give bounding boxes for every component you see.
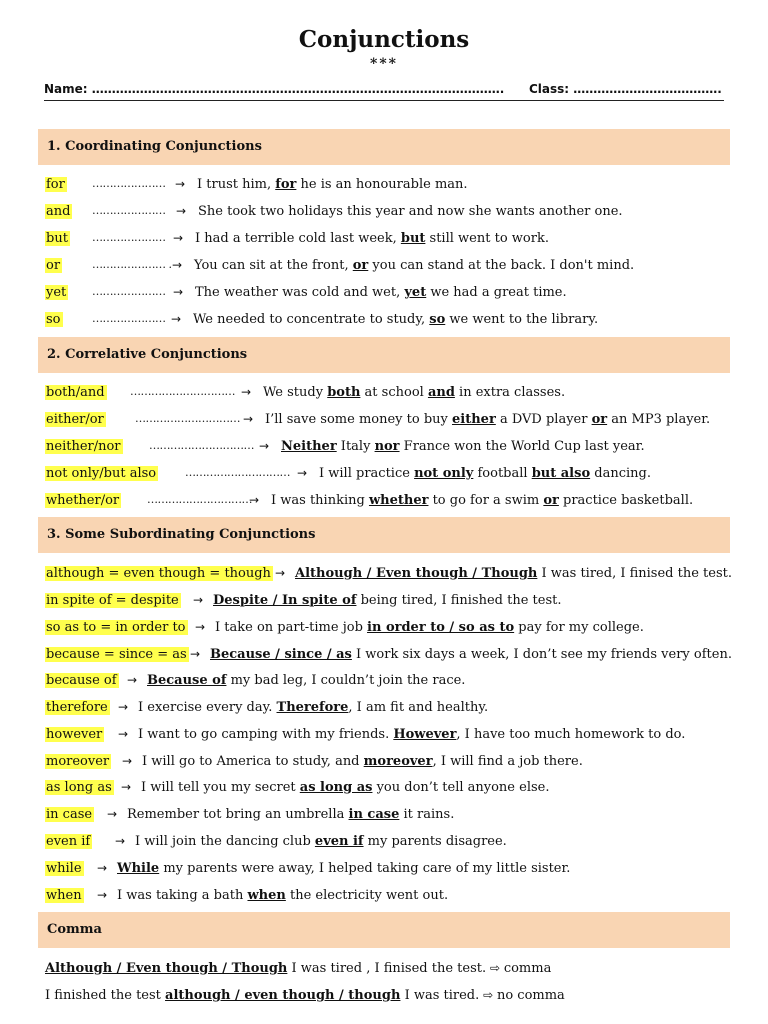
sentence-text: I trust him, xyxy=(197,177,276,192)
example-sentence xyxy=(138,727,685,742)
example-sentence xyxy=(117,861,570,876)
arrow-icon: → xyxy=(249,493,260,507)
sentence-text: my parents disagree. xyxy=(363,834,507,849)
sentence-text: I work six days a week, I don’t see my friends very often. xyxy=(351,647,732,662)
arrow-icon: ⇨ xyxy=(486,961,504,975)
conjunction-term: in case xyxy=(46,807,93,822)
arrow-icon: → xyxy=(190,647,201,661)
conjunction-highlight: moreover xyxy=(363,754,433,769)
conjunction-highlight: Despite / In spite of xyxy=(213,593,357,608)
sentence-text: pay for my college. xyxy=(514,620,644,635)
example-sentence xyxy=(319,466,651,481)
example-sentence xyxy=(263,385,565,400)
conjunction-term: moreover xyxy=(46,754,110,769)
arrow-icon: → xyxy=(127,673,138,687)
sentence-text: practice basketball. xyxy=(558,493,694,508)
conjunction-term: because = since = as xyxy=(46,647,187,662)
example-sentence xyxy=(295,566,732,581)
example-sentence xyxy=(135,834,507,849)
conjunction-highlight: but also xyxy=(531,466,591,481)
answer-blank[interactable]: ………………… . xyxy=(92,258,172,271)
sentence-text: , I will find a job there. xyxy=(432,754,583,769)
conjunction-highlight: Because of xyxy=(147,673,227,688)
sentence-text: dancing. xyxy=(590,466,651,481)
answer-blank[interactable]: ………………… xyxy=(92,285,166,298)
conjunction-highlight: and xyxy=(427,385,455,400)
conjunction-term: neither/nor xyxy=(46,439,121,454)
conjunction-highlight: although / even though / though xyxy=(165,988,401,1003)
arrow-icon: → xyxy=(176,204,187,218)
conjunction-term: whether/or xyxy=(46,493,120,508)
sentence-text: I will practice xyxy=(319,466,415,481)
conjunction-term: either/or xyxy=(46,412,104,427)
example-sentence xyxy=(141,780,549,795)
conjunction-highlight: but xyxy=(400,231,426,246)
comma-note: comma xyxy=(503,961,552,976)
arrow-icon: → xyxy=(175,177,186,191)
sentence-text: an MP3 player. xyxy=(607,412,711,427)
title-stars: *** xyxy=(370,56,398,72)
sentence-text: , I have too much homework to do. xyxy=(456,727,686,742)
arrow-icon: → xyxy=(173,231,184,245)
sentence-text: it rains. xyxy=(399,807,455,822)
example-sentence xyxy=(195,231,549,246)
conjunction-highlight: Therefore xyxy=(276,700,349,715)
sentence-text: I was taking a bath xyxy=(117,888,248,903)
conjunction-highlight: While xyxy=(117,861,160,876)
sentence-text: I finished the test xyxy=(45,988,166,1003)
arrow-icon: → xyxy=(97,888,108,902)
arrow-icon: → xyxy=(97,861,108,875)
arrow-icon: → xyxy=(259,439,270,453)
conjunction-highlight: However xyxy=(393,727,457,742)
conjunction-highlight: not only xyxy=(414,466,474,481)
sentence-text: being tired, I finished the test. xyxy=(356,593,562,608)
comma-example xyxy=(45,961,551,976)
example-sentence xyxy=(195,285,567,300)
conjunction-highlight: in case xyxy=(348,807,400,822)
answer-blank[interactable]: ………………………… xyxy=(147,493,252,506)
sentence-text: my bad leg, I couldn’t join the race. xyxy=(226,673,466,688)
conjunction-highlight: as long as xyxy=(299,780,373,795)
answer-blank[interactable]: ………………………… xyxy=(135,412,240,425)
conjunction-term: both/and xyxy=(46,385,105,400)
conjunction-highlight: either xyxy=(452,412,496,427)
conjunction-highlight: whether xyxy=(368,493,429,508)
sentence-text: to go for a swim xyxy=(428,493,544,508)
example-sentence xyxy=(215,620,644,635)
arrow-icon: → xyxy=(107,807,118,821)
example-sentence xyxy=(117,888,448,903)
sentence-text: I was thinking xyxy=(271,493,369,508)
arrow-icon: → xyxy=(243,412,254,426)
answer-blank[interactable]: ………………… xyxy=(92,177,166,190)
conjunction-highlight: in order to / so as to xyxy=(367,620,515,635)
name-field[interactable]: Name: …………………………………………………………………………………………. xyxy=(44,82,505,96)
sentence-text: France won the World Cup last year. xyxy=(399,439,645,454)
sentence-text: you don’t tell anyone else. xyxy=(372,780,550,795)
arrow-icon: → xyxy=(122,754,133,768)
conjunction-highlight: nor xyxy=(374,439,400,454)
section-comma xyxy=(38,912,730,948)
sentence-text: We needed to concentrate to study, xyxy=(193,312,430,327)
conjunction-highlight: or xyxy=(591,412,608,427)
example-sentence xyxy=(127,807,454,822)
sentence-text: still went to work. xyxy=(425,231,549,246)
section-heading: 1. Coordinating Conjunctions xyxy=(47,139,262,154)
sentence-text: Italy xyxy=(336,439,375,454)
sentence-text: I will go to America to study, and xyxy=(142,754,364,769)
section-heading: 3. Some Subordinating Conjunctions xyxy=(47,527,316,542)
arrow-icon: → xyxy=(275,566,286,580)
example-sentence xyxy=(138,700,488,715)
conjunction-highlight: Neither xyxy=(281,439,337,454)
sentence-text: we went to the library. xyxy=(445,312,599,327)
example-sentence xyxy=(281,439,645,454)
sentence-text: You can sit at the front, xyxy=(194,258,353,273)
arrow-icon: → xyxy=(118,700,129,714)
section-heading: 2. Correlative Conjunctions xyxy=(47,347,248,362)
conjunction-term: and xyxy=(46,204,71,219)
conjunction-term: while xyxy=(46,861,82,876)
section-subordinating xyxy=(38,517,730,553)
sentence-text: I take on part-time job xyxy=(215,620,368,635)
sentence-text: I was tired, I finised the test. xyxy=(537,566,732,581)
arrow-icon: → xyxy=(173,285,184,299)
sentence-text: The weather was cold and wet, xyxy=(195,285,405,300)
sentence-text: I want to go camping with my friends. xyxy=(138,727,394,742)
conjunction-term: although = even though = though xyxy=(46,566,271,581)
conjunction-term: because of xyxy=(46,673,117,688)
conjunction-term: in spite of = despite xyxy=(46,593,179,608)
page-title: Conjunctions xyxy=(298,26,470,53)
sentence-text: he is an honourable man. xyxy=(296,177,468,192)
sentence-text: I will tell you my secret xyxy=(141,780,300,795)
class-field[interactable]: Class: ………………………………. xyxy=(529,82,722,96)
conjunction-term: therefore xyxy=(46,700,108,715)
sentence-text: , I am fit and healthy. xyxy=(348,700,489,715)
conjunction-term: not only/but also xyxy=(46,466,157,481)
sentence-text: I will join the dancing club xyxy=(135,834,315,849)
conjunction-term: yet xyxy=(46,285,67,300)
conjunction-highlight: so xyxy=(429,312,446,327)
sentence-text: I was tired. xyxy=(400,988,480,1003)
example-sentence xyxy=(271,493,693,508)
sentence-text: She took two holidays this year and now she wants another one. xyxy=(198,204,623,219)
conjunction-term: so as to = in order to xyxy=(46,620,186,635)
arrow-icon: → xyxy=(172,258,183,272)
arrow-icon: → xyxy=(241,385,252,399)
sentence-text: my parents were away, I helped taking care of my little sister. xyxy=(159,861,571,876)
conjunction-term: when xyxy=(46,888,82,903)
arrow-icon: → xyxy=(171,312,182,326)
example-sentence xyxy=(194,258,634,273)
example-sentence xyxy=(147,673,465,688)
sentence-text: at school xyxy=(360,385,428,400)
conjunction-highlight: both xyxy=(327,385,361,400)
conjunction-highlight: Although / Even though / Though xyxy=(45,961,288,976)
arrow-icon: → xyxy=(115,834,126,848)
answer-blank[interactable]: ………………………… xyxy=(149,439,254,452)
sentence-text: the electricity went out. xyxy=(285,888,449,903)
sentence-text: a DVD player xyxy=(495,412,592,427)
answer-blank[interactable]: ………………………… xyxy=(185,466,290,479)
answer-blank[interactable]: ………………… xyxy=(92,231,166,244)
conjunction-term: so xyxy=(46,312,61,327)
conjunction-highlight: or xyxy=(543,493,559,508)
arrow-icon: → xyxy=(118,727,129,741)
conjunction-highlight: for xyxy=(275,177,297,192)
conjunction-highlight: yet xyxy=(404,285,427,300)
conjunction-term: but xyxy=(46,231,68,246)
conjunction-highlight: even if xyxy=(314,834,364,849)
answer-blank[interactable]: ………………… xyxy=(92,204,166,217)
sentence-text: you can stand at the back. I don't mind. xyxy=(368,258,635,273)
conjunction-term: even if xyxy=(46,834,91,849)
sentence-text: football xyxy=(473,466,532,481)
sentence-text: we had a great time. xyxy=(426,285,567,300)
example-sentence xyxy=(193,312,598,327)
conjunction-term: for xyxy=(46,177,65,192)
conjunction-highlight: when xyxy=(247,888,286,903)
arrow-icon: → xyxy=(193,593,204,607)
arrow-icon: → xyxy=(121,780,132,794)
answer-blank[interactable]: ………………… xyxy=(92,312,166,325)
section-coordinating xyxy=(38,129,730,165)
sentence-text: I exercise every day. xyxy=(138,700,277,715)
conjunction-term: however xyxy=(46,727,103,742)
section-correlative xyxy=(38,337,730,373)
comma-example xyxy=(45,988,565,1003)
arrow-icon: → xyxy=(297,466,308,480)
sentence-text: I had a terrible cold last week, xyxy=(195,231,401,246)
conjunction-highlight: Because / since / as xyxy=(210,647,352,662)
conjunction-highlight: Although / Even though / Though xyxy=(295,566,538,581)
answer-blank[interactable]: ………………………… xyxy=(130,385,235,398)
example-sentence xyxy=(213,593,562,608)
arrow-icon: ⇨ xyxy=(479,988,497,1002)
example-sentence xyxy=(210,647,732,662)
arrow-icon: → xyxy=(195,620,206,634)
sentence-text: Remember tot bring an umbrella xyxy=(127,807,349,822)
section-heading: Comma xyxy=(47,922,102,937)
sentence-text: We study xyxy=(263,385,328,400)
example-sentence xyxy=(197,177,468,192)
sentence-text: in extra classes. xyxy=(454,385,566,400)
example-sentence xyxy=(142,754,583,769)
sentence-text: I was tired , I finised the test. xyxy=(287,961,487,976)
example-sentence xyxy=(265,412,710,427)
sentence-text: I’ll save some money to buy xyxy=(265,412,453,427)
conjunction-term: as long as xyxy=(46,780,112,795)
name-class-line xyxy=(44,82,724,101)
conjunction-term: or xyxy=(46,258,61,273)
comma-note: no comma xyxy=(496,988,565,1003)
conjunction-highlight: or xyxy=(352,258,369,273)
example-sentence xyxy=(198,204,623,219)
